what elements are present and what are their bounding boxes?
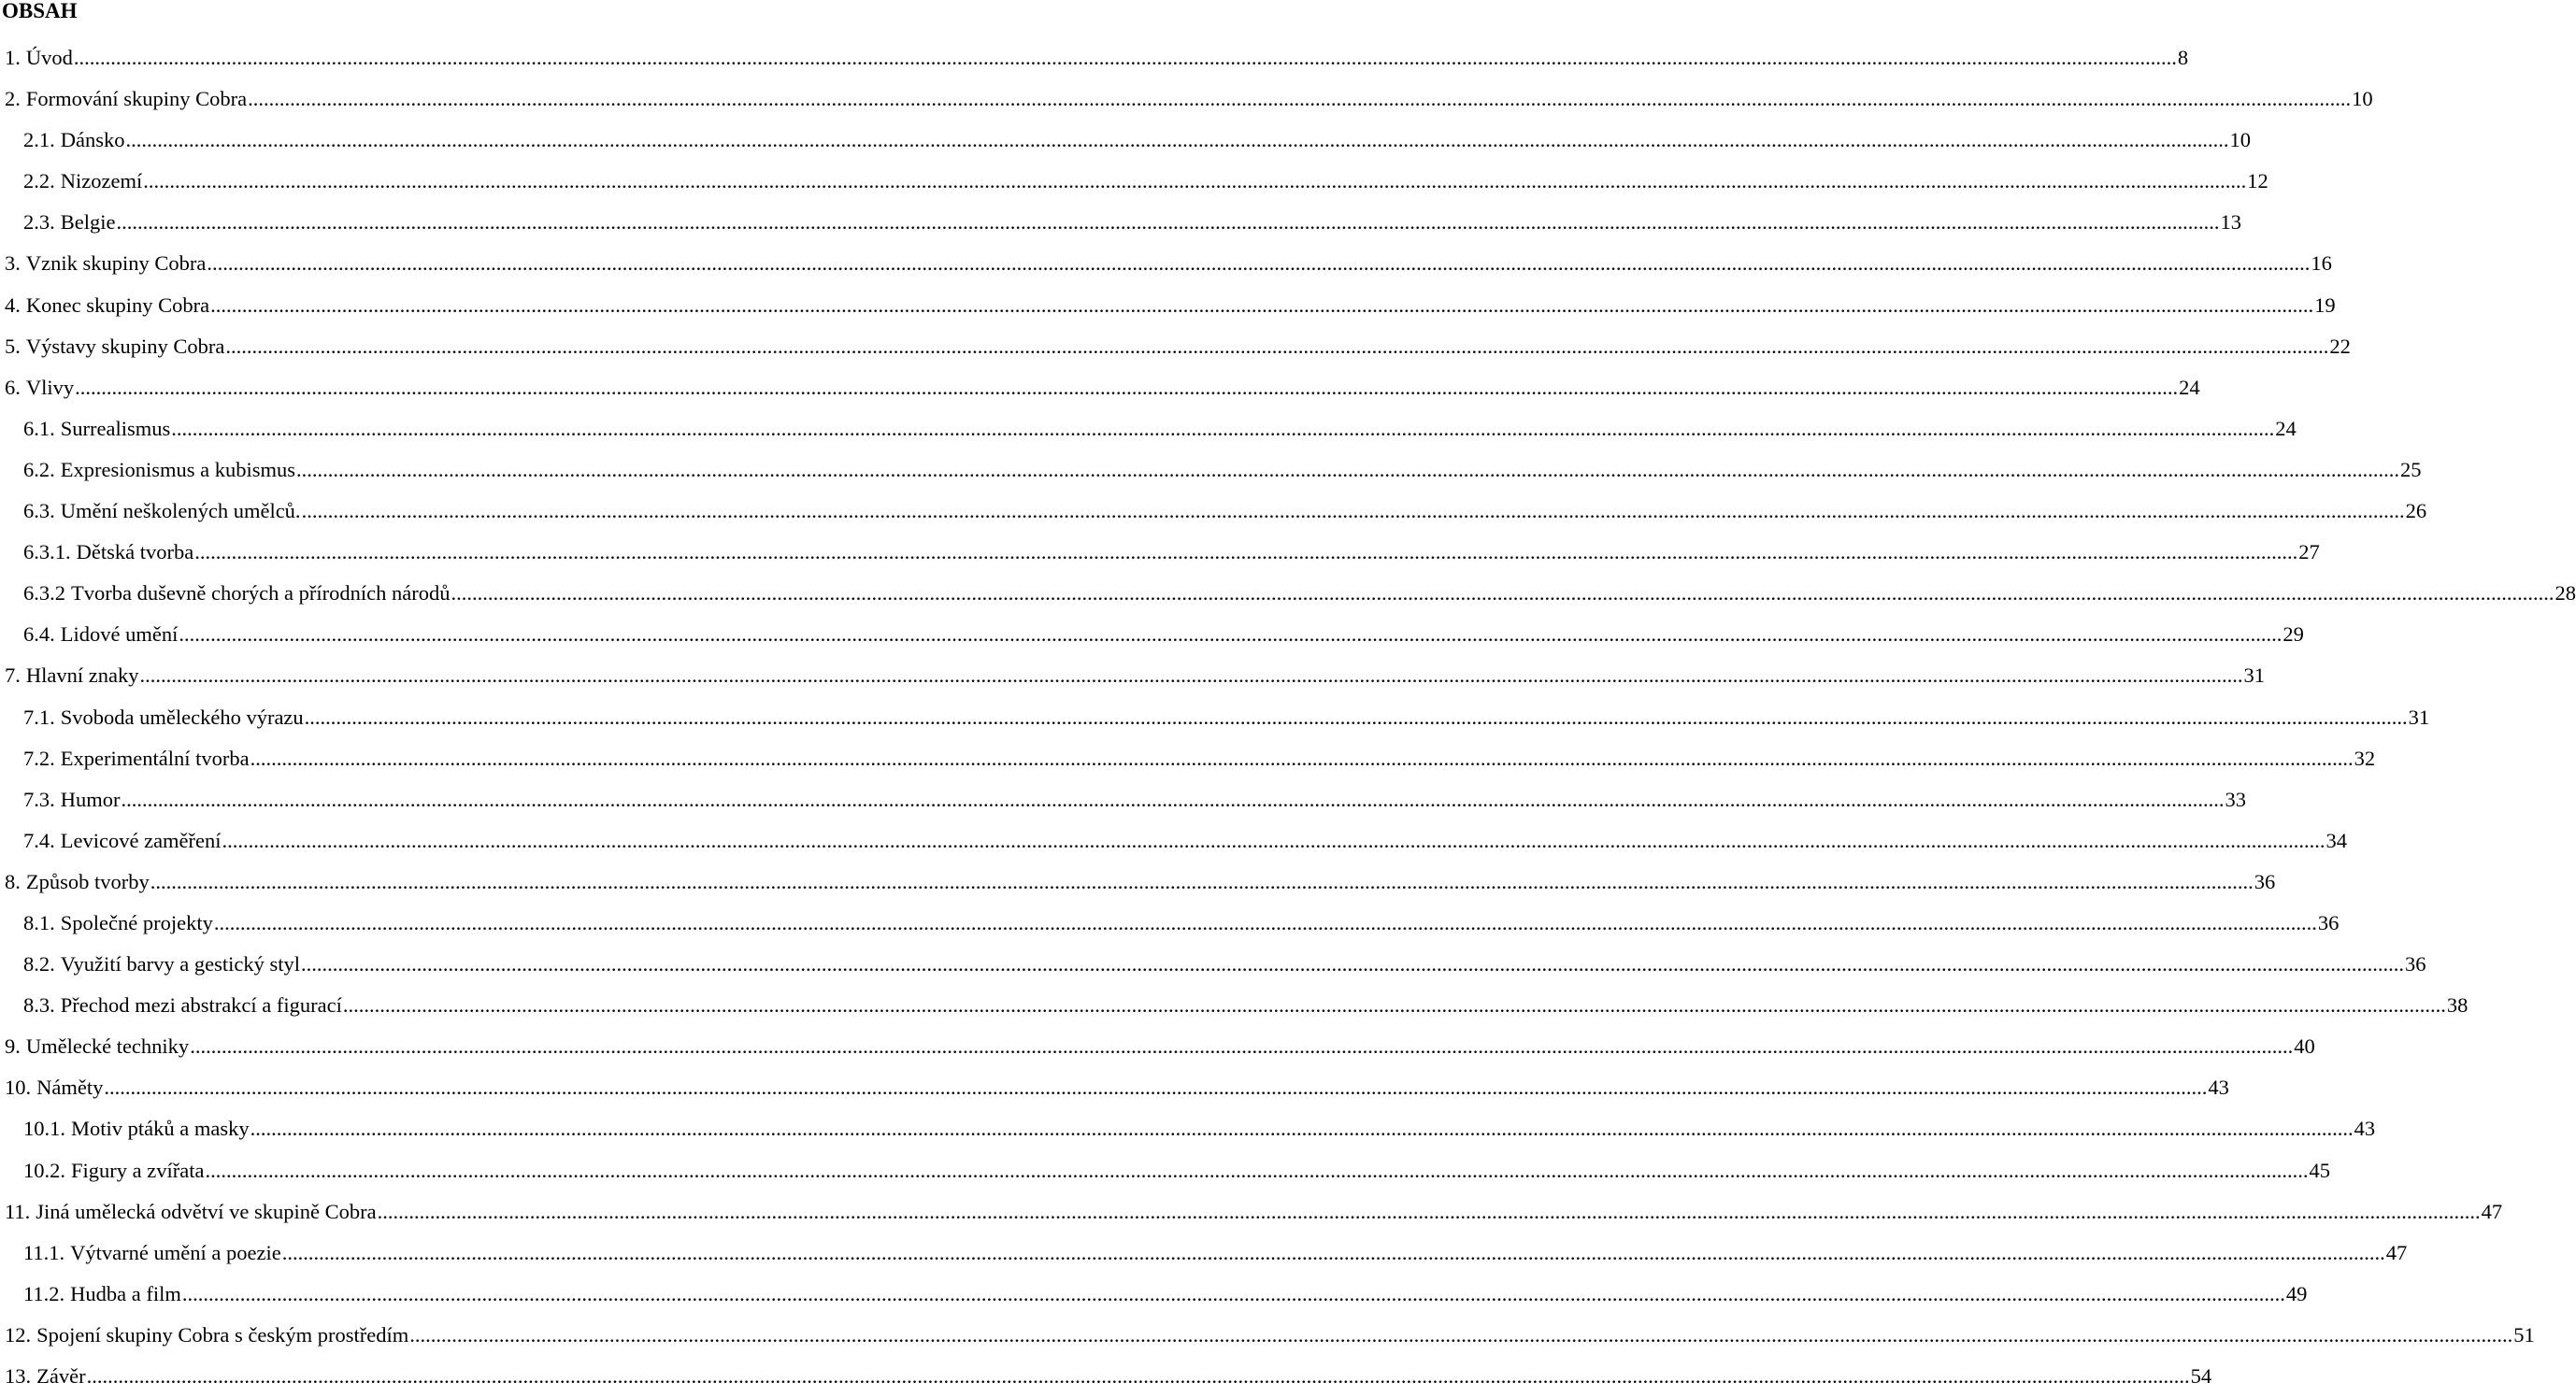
toc-entry-28[interactable] [0, 1150, 2330, 1191]
toc-entry-dot-leader: ................................................................................................................................................................................................................................................................................................................................................................................................................ [86, 1364, 2190, 1388]
toc-entry-5[interactable] [0, 202, 2241, 243]
toc-entry-label: Nizozemí [60, 169, 143, 193]
toc-entry-dot-leader: ................................................................................................................................................................................................................................................................................................................................................................................................................ [300, 952, 2404, 976]
toc-entry-14[interactable] [0, 573, 2576, 614]
toc-entry-page-number: 26 [2405, 499, 2427, 523]
toc-entry-dot-leader: ................................................................................................................................................................................................................................................................................................................................................................................................................ [250, 1117, 2354, 1141]
toc-entry-number: 8. [5, 869, 21, 893]
toc-entry-label: Vznik skupiny Cobra [25, 251, 207, 276]
toc-entry-page-number: 10 [2352, 87, 2373, 111]
toc-entry-dot-leader: ................................................................................................................................................................................................................................................................................................................................................................................................................ [377, 1199, 2481, 1223]
toc-entry-number: 6.3.2 [23, 581, 65, 606]
toc-entry-32[interactable] [0, 1315, 2535, 1356]
toc-entry-number: 9. [5, 1034, 21, 1059]
toc-entry-dot-leader: ................................................................................................................................................................................................................................................................................................................................................................................................................ [73, 46, 2177, 69]
toc-entry-label: Umělecké techniky [25, 1034, 190, 1059]
toc-entry-label: Belgie [60, 210, 116, 235]
toc-entry-page-number: 13 [2220, 210, 2241, 235]
toc-entry-15[interactable] [0, 614, 2304, 655]
toc-entry-label: Spojení skupiny Cobra s českým prostředím [36, 1322, 409, 1347]
toc-entry-number: 6.4. [23, 622, 55, 647]
toc-entry-dot-leader: ................................................................................................................................................................................................................................................................................................................................................................................................................ [139, 663, 2243, 688]
toc-entry-label: Levicové zaměření [60, 828, 222, 852]
toc-entry-page-number: 43 [2354, 1117, 2376, 1141]
toc-entry-26[interactable] [0, 1067, 2229, 1108]
toc-entry-8[interactable] [0, 326, 2351, 367]
toc-entry-dot-leader: ................................................................................................................................................................................................................................................................................................................................................................................................................ [451, 581, 2555, 606]
toc-entry-label: Dánsko [60, 128, 125, 152]
toc-entry-number: 10. [5, 1076, 32, 1100]
toc-entry-page-number: 36 [2317, 910, 2340, 934]
toc-entry-6[interactable] [0, 243, 2332, 284]
toc-entry-29[interactable] [0, 1191, 2503, 1233]
toc-entry-dot-leader: ................................................................................................................................................................................................................................................................................................................................................................................................................ [143, 169, 2247, 193]
toc-entry-16[interactable] [0, 655, 2265, 696]
toc-entry-page-number: 34 [2326, 828, 2348, 852]
toc-entry-number: 6.3. [23, 499, 55, 523]
toc-entry-label: Humor [60, 787, 121, 811]
toc-entry-4[interactable] [0, 161, 2268, 202]
toc-entry-dot-leader: ................................................................................................................................................................................................................................................................................................................................................................................................................ [250, 746, 2354, 770]
toc-entry-page-number: 24 [2275, 416, 2297, 440]
toc-entry-number: 11.1. [23, 1240, 65, 1264]
toc-entry-number: 2. [5, 87, 21, 111]
toc-entry-19[interactable] [0, 779, 2246, 820]
toc-entry-number: 8.3. [23, 993, 55, 1018]
toc-entry-label: Jiná umělecká odvětví ve skupině Cobra [36, 1199, 377, 1223]
toc-entry-number: 1. [5, 46, 21, 69]
toc-entry-dot-leader: ................................................................................................................................................................................................................................................................................................................................................................................................................ [296, 457, 2399, 481]
toc-entry-label: Tvorba duševně chorých a přírodních národů [71, 581, 451, 606]
toc-entry-dot-leader: ................................................................................................................................................................................................................................................................................................................................................................................................................ [342, 993, 2446, 1018]
toc-entry-label: Lidové umění [60, 622, 179, 647]
toc-entry-7[interactable] [0, 285, 2336, 326]
toc-entry-dot-leader: ................................................................................................................................................................................................................................................................................................................................................................................................................ [194, 540, 2298, 564]
toc-entry-label: Dětská tvorba [76, 540, 194, 564]
toc-entry-page-number: 47 [2481, 1199, 2503, 1223]
toc-entry-number: 2.3. [23, 210, 55, 235]
toc-entry-dot-leader: ................................................................................................................................................................................................................................................................................................................................................................................................................ [150, 869, 2254, 893]
toc-entry-label: Výstavy skupiny Cobra [25, 334, 225, 358]
toc-entry-number: 6.1. [23, 416, 55, 440]
toc-entry-page-number: 33 [2225, 787, 2246, 811]
page-title: OBSAH [2, 0, 78, 22]
toc-entry-number: 7. [5, 663, 21, 688]
toc-entry-number: 8.2. [23, 952, 55, 976]
toc-entry-24[interactable] [0, 985, 2469, 1026]
toc-entry-dot-leader: ................................................................................................................................................................................................................................................................................................................................................................................................................ [104, 1076, 2208, 1100]
toc-entry-page-number: 10 [2229, 128, 2251, 152]
toc-entry-23[interactable] [0, 944, 2426, 985]
toc-entry-11[interactable] [0, 449, 2422, 491]
toc-entry-18[interactable] [0, 738, 2376, 779]
toc-entry-page-number: 54 [2190, 1364, 2212, 1388]
toc-entry-number: 13. [5, 1364, 32, 1388]
toc-entry-page-number: 27 [2298, 540, 2320, 564]
toc-entry-label: Expresionismus a kubismus [60, 457, 295, 481]
toc-entry-3[interactable] [0, 120, 2251, 161]
table-of-contents [0, 37, 2576, 1397]
toc-entry-page-number: 36 [2404, 952, 2426, 976]
toc-entry-label: Surrealismus [60, 416, 171, 440]
toc-entry-page-number: 25 [2400, 457, 2422, 481]
toc-entry-number: 5. [5, 334, 21, 358]
toc-entry-dot-leader: ................................................................................................................................................................................................................................................................................................................................................................................................................ [116, 210, 2220, 235]
toc-entry-dot-leader: ................................................................................................................................................................................................................................................................................................................................................................................................................ [281, 1240, 2385, 1264]
toc-entry-dot-leader: ................................................................................................................................................................................................................................................................................................................................................................................................................ [171, 416, 2275, 440]
toc-entry-page-number: 43 [2208, 1076, 2229, 1100]
toc-entry-number: 4. [5, 292, 21, 317]
toc-entry-page-number: 8 [2177, 46, 2189, 69]
toc-entry-number: 6.2. [23, 457, 55, 481]
toc-entry-dot-leader: ................................................................................................................................................................................................................................................................................................................................................................................................................ [210, 292, 2314, 317]
toc-entry-number: 7.4. [23, 828, 55, 852]
toc-entry-label: Konec skupiny Cobra [25, 292, 210, 317]
toc-entry-31[interactable] [0, 1274, 2308, 1315]
toc-entry-number: 11. [5, 1199, 31, 1223]
toc-entry-page-number: 32 [2354, 746, 2376, 770]
toc-entry-page-number: 36 [2254, 869, 2276, 893]
toc-entry-dot-leader: ................................................................................................................................................................................................................................................................................................................................................................................................................ [213, 910, 2317, 934]
toc-entry-number: 6. [5, 375, 21, 399]
toc-entry-label: Formování skupiny Cobra [25, 87, 248, 111]
toc-entry-label: Závěr [36, 1364, 86, 1388]
toc-entry-label: Přechod mezi abstrakcí a figurací [60, 993, 342, 1018]
toc-entry-number: 6.3.1. [23, 540, 71, 564]
toc-entry-dot-leader: ................................................................................................................................................................................................................................................................................................................................................................................................................ [205, 1158, 2309, 1182]
toc-entry-number: 10.1. [23, 1117, 65, 1141]
toc-entry-20[interactable] [0, 820, 2348, 862]
toc-entry-page-number: 28 [2555, 581, 2576, 606]
toc-entry-label: Motiv ptáků a masky [71, 1117, 250, 1141]
toc-entry-9[interactable] [0, 367, 2200, 408]
toc-entry-label: Využití barvy a gestický styl [60, 952, 300, 976]
toc-entry-page-number: 51 [2513, 1322, 2535, 1347]
toc-entry-label: Svoboda uměleckého výrazu [60, 705, 304, 729]
toc-entry-dot-leader: ................................................................................................................................................................................................................................................................................................................................................................................................................ [225, 334, 2329, 358]
toc-entry-page-number: 19 [2314, 292, 2336, 317]
toc-entry-label: Figury a zvířata [71, 1158, 205, 1182]
toc-entry-33[interactable] [0, 1356, 2212, 1397]
toc-entry-13[interactable] [0, 532, 2320, 573]
toc-entry-12[interactable] [0, 491, 2427, 532]
toc-entry-dot-leader: ................................................................................................................................................................................................................................................................................................................................................................................................................ [304, 705, 2408, 729]
toc-entry-number: 12. [5, 1322, 32, 1347]
toc-entry-label: Hudba a film [70, 1281, 181, 1305]
toc-entry-number: 8.1. [23, 910, 55, 934]
toc-entry-page-number: 16 [2311, 251, 2332, 276]
toc-entry-dot-leader: ................................................................................................................................................................................................................................................................................................................................................................................................................ [248, 87, 2352, 111]
toc-entry-number: 2.2. [23, 169, 55, 193]
toc-entry-label: Výtvarné umění a poezie [70, 1240, 281, 1264]
toc-entry-number: 10.2. [23, 1158, 65, 1182]
toc-entry-dot-leader: ................................................................................................................................................................................................................................................................................................................................................................................................................ [75, 375, 2179, 399]
toc-entry-label: Společné projekty [60, 910, 213, 934]
toc-entry-dot-leader: ................................................................................................................................................................................................................................................................................................................................................................................................................ [409, 1322, 2513, 1347]
toc-entry-page-number: 22 [2329, 334, 2351, 358]
toc-entry-number: 11.2. [23, 1281, 65, 1305]
toc-entry-27[interactable] [0, 1108, 2376, 1149]
toc-entry-number: 7.1. [23, 705, 55, 729]
toc-entry-dot-leader: ................................................................................................................................................................................................................................................................................................................................................................................................................ [121, 787, 2225, 811]
toc-entry-1[interactable] [0, 37, 2189, 78]
toc-entry-page-number: 47 [2385, 1240, 2408, 1264]
toc-entry-number: 3. [5, 251, 21, 276]
toc-entry-number: 7.2. [23, 746, 55, 770]
toc-entry-30[interactable] [0, 1233, 2408, 1274]
toc-entry-label: Náměty [36, 1076, 104, 1100]
toc-entry-dot-leader: ................................................................................................................................................................................................................................................................................................................................................................................................................ [190, 1034, 2294, 1059]
toc-entry-dot-leader: ................................................................................................................................................................................................................................................................................................................................................................................................................ [179, 622, 2283, 647]
toc-entry-17[interactable] [0, 697, 2430, 738]
toc-entry-page-number: 49 [2285, 1281, 2308, 1305]
toc-entry-page-number: 38 [2446, 993, 2469, 1018]
toc-entry-2[interactable] [0, 78, 2373, 120]
toc-entry-dot-leader: ................................................................................................................................................................................................................................................................................................................................................................................................................ [207, 251, 2311, 276]
toc-entry-dot-leader: ................................................................................................................................................................................................................................................................................................................................................................................................................ [222, 828, 2326, 852]
toc-entry-label: Úvod [25, 46, 73, 69]
toc-entry-page-number: 40 [2294, 1034, 2315, 1059]
toc-entry-page-number: 12 [2247, 169, 2268, 193]
toc-entry-page-number: 45 [2309, 1158, 2330, 1182]
toc-entry-label: Umění neškolených umělců. [60, 499, 301, 523]
toc-entry-25[interactable] [0, 1026, 2315, 1067]
toc-entry-page-number: 31 [2408, 705, 2430, 729]
toc-entry-21[interactable] [0, 862, 2276, 903]
toc-entry-label: Vlivy [25, 375, 75, 399]
toc-entry-22[interactable] [0, 903, 2340, 944]
toc-entry-dot-leader: ................................................................................................................................................................................................................................................................................................................................................................................................................ [301, 499, 2405, 523]
toc-entry-page-number: 31 [2243, 663, 2265, 688]
toc-entry-label: Hlavní znaky [25, 663, 139, 688]
toc-entry-number: 2.1. [23, 128, 55, 152]
toc-entry-dot-leader: ................................................................................................................................................................................................................................................................................................................................................................................................................ [181, 1281, 2285, 1305]
toc-entry-label: Způsob tvorby [25, 869, 150, 893]
toc-entry-page-number: 29 [2283, 622, 2304, 647]
toc-entry-page-number: 24 [2179, 375, 2200, 399]
toc-entry-dot-leader: ................................................................................................................................................................................................................................................................................................................................................................................................................ [125, 128, 2229, 152]
toc-entry-label: Experimentální tvorba [60, 746, 250, 770]
toc-entry-number: 7.3. [23, 787, 55, 811]
toc-entry-10[interactable] [0, 408, 2297, 449]
